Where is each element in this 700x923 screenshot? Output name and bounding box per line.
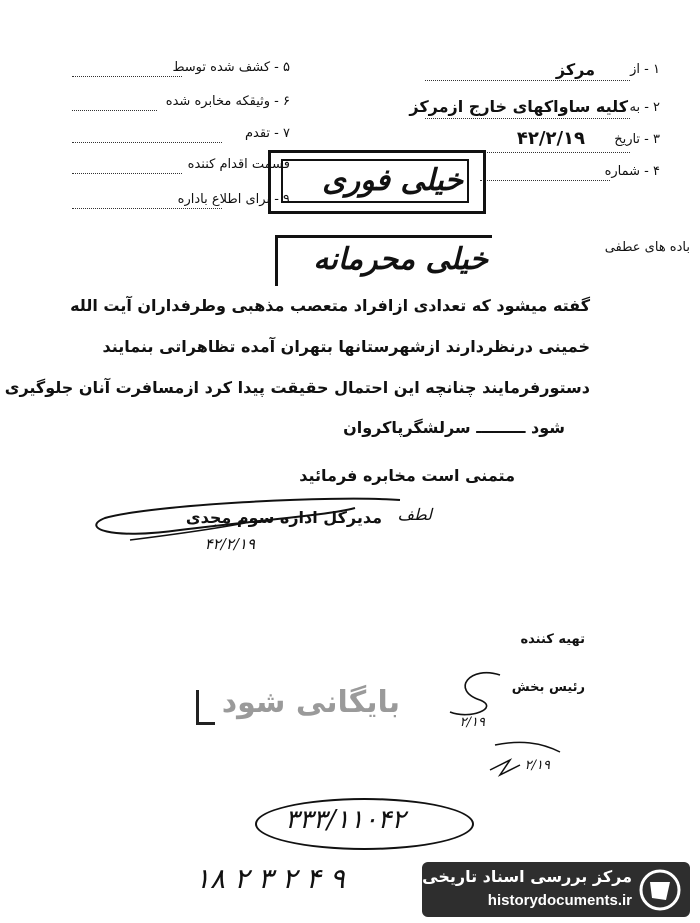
watermark-url: historydocuments.ir: [487, 892, 632, 909]
secret-stamp-text: خیلی محرمانه: [313, 242, 488, 277]
field-for-info: ۹ - برای اطلاع باداره: [177, 192, 290, 207]
closing-line: متمنی است مخابره فرمائید: [299, 466, 515, 485]
faded-stamp: بایگانی شود: [221, 685, 400, 720]
field-to-label: ۲ - به: [629, 100, 660, 115]
body-line-2: خمینی درنظردارند ازشهرستانها بتهران آمده تظاهراتی بنمایند: [102, 337, 590, 356]
field-number-label: ۴ - شماره: [604, 164, 660, 179]
faded-stamp-mark: [196, 690, 215, 725]
archive-logo-icon: [638, 868, 682, 912]
signature-date: ۴۲/۲/۱۹: [204, 535, 255, 553]
watermark: [422, 862, 690, 917]
body-line-3: دستورفرمایند چنانچه این احتمال حقیقت پیدا کرد ازمسافرت آنان جلوگیری: [4, 378, 590, 397]
bottom-number: ۱۸ ۲ ۳ ۲ ۴ ۹: [195, 862, 345, 895]
field-from-label: ۱ - از: [630, 62, 660, 77]
signature-title: مدیرکل اداره سوم مجدی: [185, 508, 382, 527]
urgent-stamp-text: خیلی فوری: [322, 163, 463, 198]
preparer-date-1: ۲/۱۹: [459, 715, 485, 730]
signature-note: لطف: [397, 505, 432, 524]
field-submitted: ۷ - تقدم: [244, 126, 290, 141]
preparer-label: تهیه کننده: [520, 632, 585, 647]
watermark-title: مرکز بررسی اسناد تاریخی: [422, 867, 632, 886]
body-line-4: شود ـــــــــ سرلشگرپاکروان: [343, 418, 565, 437]
to-value: کلیه ساواکهای خارج ازمرکز: [409, 97, 628, 116]
field-discovered-by: ۵ - کشف شده توسط: [172, 60, 290, 75]
margin-note: باده های عطفی: [604, 240, 690, 255]
from-value: مرکز: [555, 60, 595, 79]
date-value: ۴۲/۲/۱۹: [516, 128, 585, 149]
preparer-date-2: ۲/۱۹: [524, 758, 550, 773]
field-date-label: ۳ - تاریخ: [614, 132, 660, 147]
section-head-label: رئیس بخش: [511, 680, 585, 695]
body-line-1: گفته میشود که تعدادی ازافراد متعصب مذهبی وطرفداران آیت الله: [70, 296, 590, 315]
field-action-section: قسمت اقدام کننده: [187, 157, 290, 172]
file-number: ۳۳۳/۱۱۰۴۲: [285, 805, 406, 835]
field-transmitted: ۶ - وثیقکه مخابره شده: [165, 94, 290, 109]
